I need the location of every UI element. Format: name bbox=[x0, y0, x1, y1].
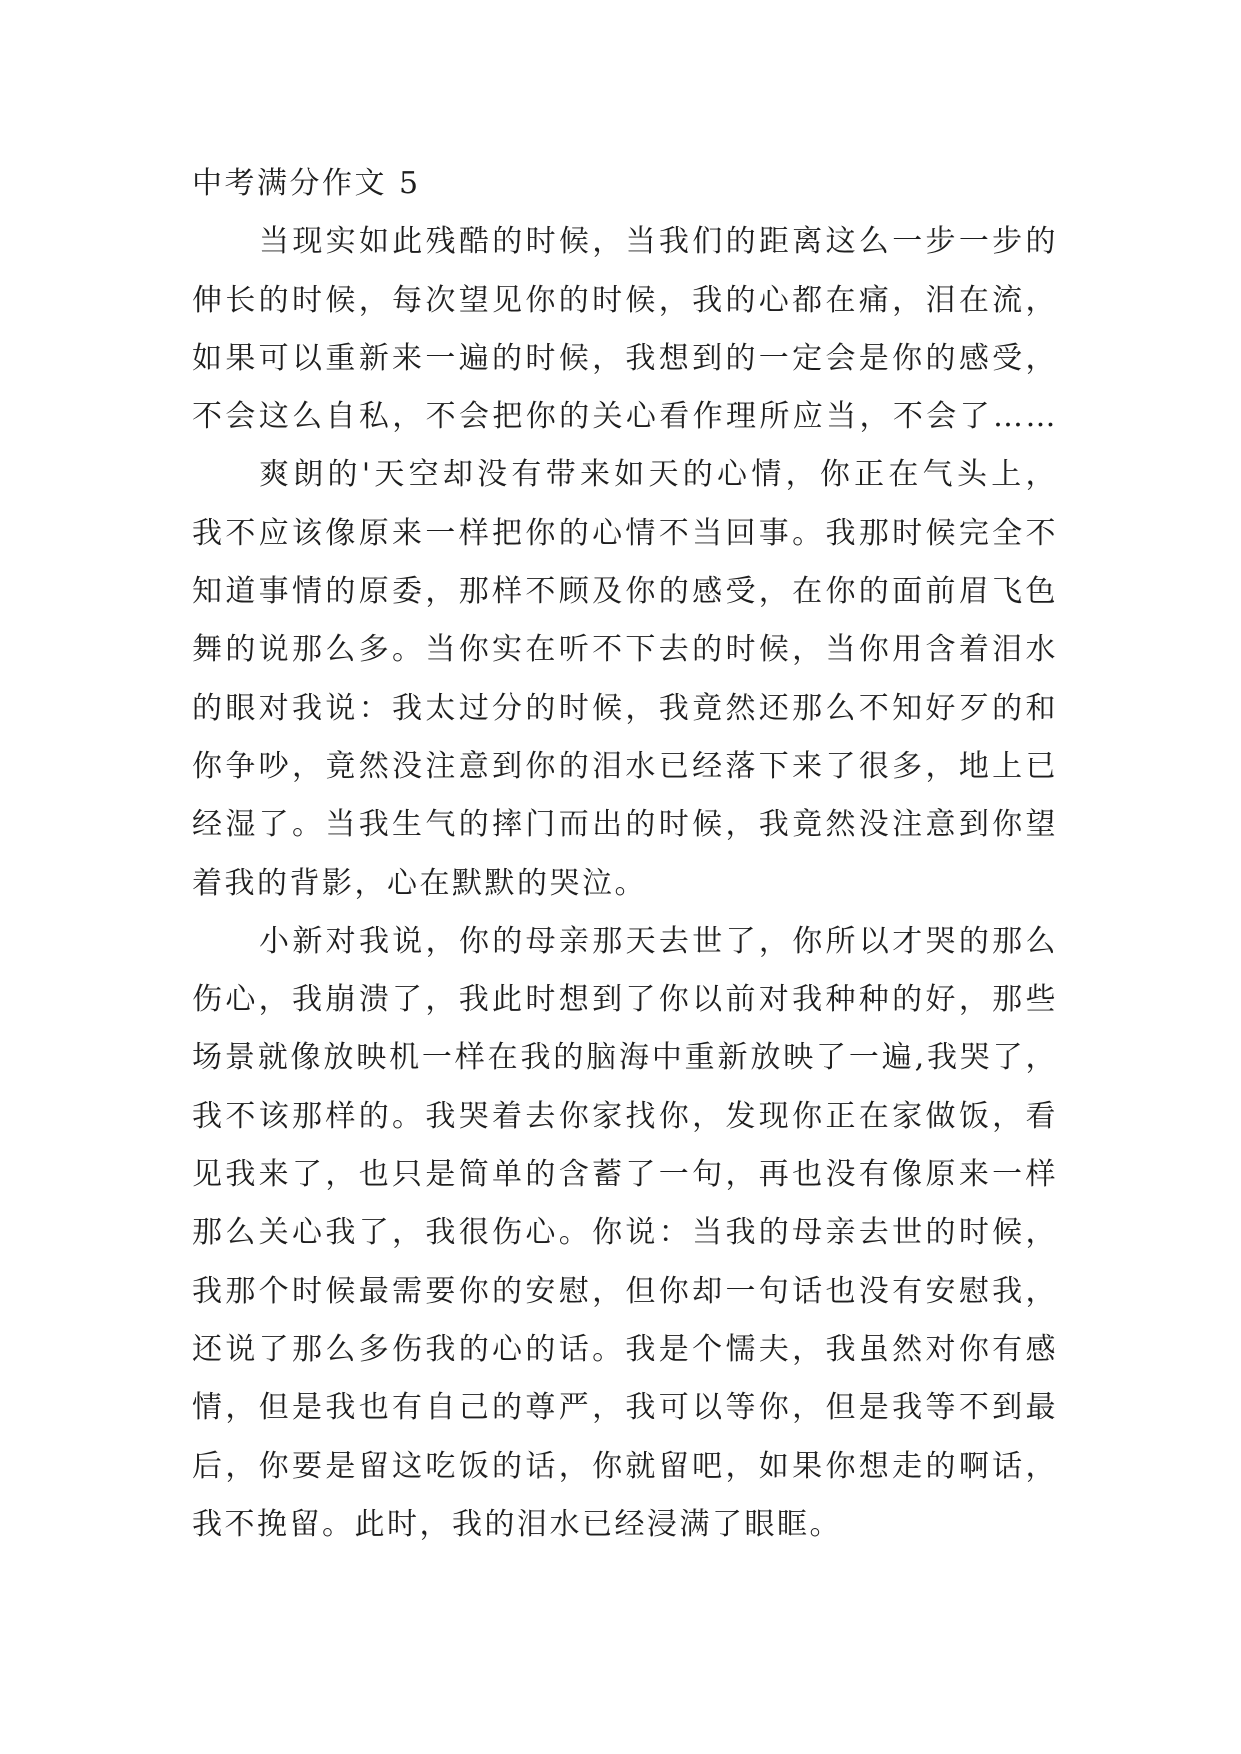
text-line: 场景就像放映机一样在我的脑海中重新放映了一遍,我哭了， bbox=[192, 1040, 1058, 1076]
document-body bbox=[192, 155, 1058, 1554]
text-line: 舞的说那么多。当你实在听不下去的时候，当你用含着泪水 bbox=[192, 632, 1058, 668]
text-line: 小新对我说，你的母亲那天去世了，你所以才哭的那么 bbox=[259, 923, 1058, 959]
paragraph-3 bbox=[192, 913, 1058, 1554]
paragraph-2 bbox=[192, 446, 1058, 912]
text-line: 我不应该像原来一样把你的心情不当回事。我那时候完全不 bbox=[192, 515, 1058, 551]
text-line: 我那个时候最需要你的安慰，但你却一句话也没有安慰我， bbox=[192, 1273, 1058, 1309]
text-line: 见我来了，也只是简单的含蓄了一句，再也没有像原来一样 bbox=[192, 1157, 1058, 1193]
text-line: 后，你要是留这吃饭的话，你就留吧，如果你想走的啊话， bbox=[192, 1448, 1058, 1484]
document-title: 中考满分作文 5 bbox=[192, 166, 421, 201]
text-line: 伸长的时候，每次望见你的时候，我的心都在痛，泪在流， bbox=[192, 282, 1058, 318]
text-line: 你争吵，竟然没注意到你的泪水已经落下来了很多，地上已 bbox=[192, 748, 1058, 784]
text-line: 经湿了。当我生气的摔门而出的时候，我竟然没注意到你望 bbox=[192, 807, 1058, 843]
text-line: 不会这么自私，不会把你的关心看作理所应当，不会了…… bbox=[192, 399, 1058, 435]
text-line: 我不该那样的。我哭着去你家找你，发现你正在家做饭，看 bbox=[192, 1098, 1058, 1134]
paragraph-1 bbox=[192, 213, 1058, 446]
text-line: 当现实如此残酷的时候，当我们的距离这么一步一步的 bbox=[259, 224, 1058, 260]
text-line: 还说了那么多伤我的心的话。我是个懦夫，我虽然对你有感 bbox=[192, 1331, 1058, 1367]
text-line: 情，但是我也有自己的尊严，我可以等你，但是我等不到最 bbox=[192, 1390, 1058, 1426]
text-line: 的眼对我说：我太过分的时候，我竟然还那么不知好歹的和 bbox=[192, 690, 1058, 726]
text-line: 着我的背影，心在默默的哭泣。 bbox=[192, 865, 647, 901]
text-line: 如果可以重新来一遍的时候，我想到的一定会是你的感受， bbox=[192, 340, 1058, 376]
text-line: 我不挽留。此时，我的泪水已经浸满了眼眶。 bbox=[192, 1506, 842, 1542]
text-line: 那么关心我了，我很伤心。你说：当我的母亲去世的时候， bbox=[192, 1215, 1058, 1251]
text-line: 伤心，我崩溃了，我此时想到了你以前对我种种的好，那些 bbox=[192, 982, 1058, 1018]
text-line: 爽朗的'天空却没有带来如天的心情，你正在气头上， bbox=[259, 457, 1058, 493]
text-line: 知道事情的原委，那样不顾及你的感受，在你的面前眉飞色 bbox=[192, 574, 1058, 610]
